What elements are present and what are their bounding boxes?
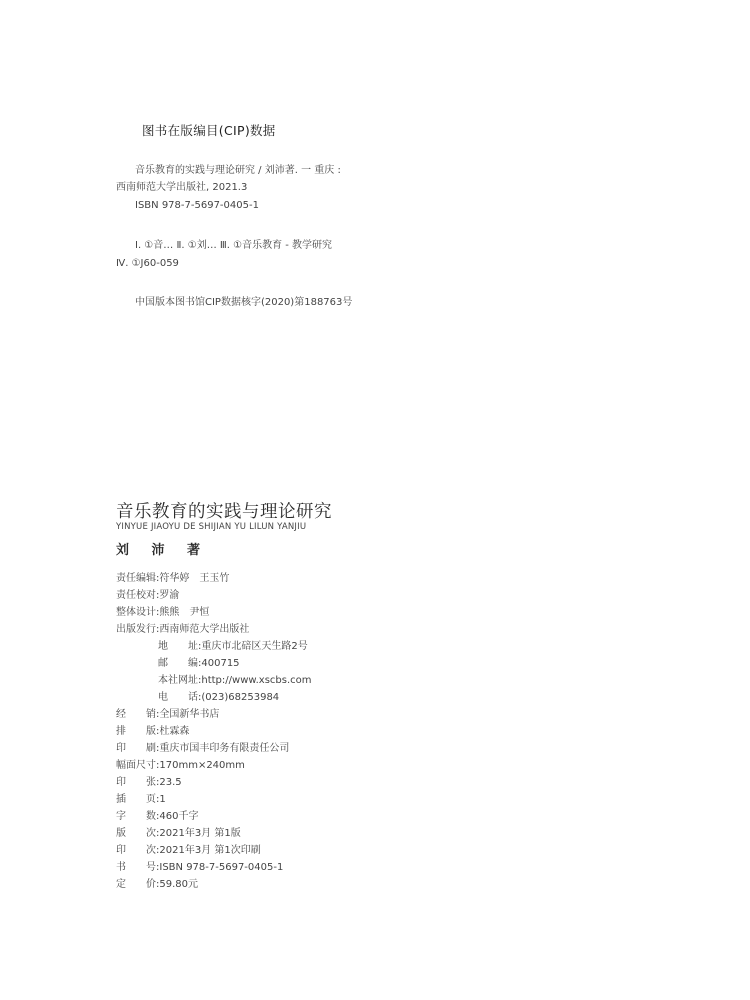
- credit-value: 全国新华书店: [159, 709, 220, 720]
- credit-address: [158, 641, 308, 653]
- cip-isbn-line: ISBN 978-7-5697-0405-1: [135, 200, 259, 211]
- credit-value: 熊熊 尹恒: [159, 607, 210, 618]
- cip-subject-line: Ⅰ. ①音… Ⅱ. ①刘… Ⅲ. ①音乐教育 - 教学研究: [135, 240, 333, 251]
- credit-label: 经 销:: [116, 709, 160, 720]
- credit-value: 重庆市国丰印务有限责任公司: [159, 743, 290, 754]
- credit-label: 插 页:: [116, 794, 160, 805]
- book-title: 音乐教育的实践与理论研究: [116, 502, 332, 522]
- credit-value: 符华婷 王玉竹: [159, 573, 230, 584]
- credit-postcode: [158, 658, 240, 670]
- credit-value: 罗渝: [159, 590, 180, 601]
- credit-sheets: [116, 777, 182, 789]
- credit-price: [116, 879, 198, 891]
- credit-plates: [116, 794, 166, 806]
- credit-label: 印 张:: [116, 777, 160, 788]
- credit-label: 整体设计:: [116, 607, 160, 618]
- credit-label: 版 次:: [116, 828, 160, 839]
- credit-value: 23.5: [159, 777, 182, 788]
- credit-value: 400715: [201, 658, 240, 669]
- credit-value: 西南师范大学出版社: [159, 624, 250, 635]
- credit-value: http://www.xscbs.com: [201, 675, 312, 686]
- credit-value: 170mm×240mm: [159, 760, 245, 771]
- credit-value: 杜霖森: [159, 726, 190, 737]
- credit-printing: [116, 845, 261, 857]
- credit-label: 印 刷:: [116, 743, 160, 754]
- cip-classification-line: Ⅳ. ①J60-059: [116, 258, 179, 269]
- credit-edition: [116, 828, 241, 840]
- cip-record-number: 中国版本图书馆CIP数据核字(2020)第188763号: [135, 297, 353, 308]
- credit-label: 定 价:: [116, 879, 160, 890]
- credit-printer: [116, 743, 289, 755]
- book-pinyin-title: YINYUE JIAOYU DE SHIJIAN YU LILUN YANJIU: [116, 522, 307, 532]
- credit-phone: [158, 692, 279, 704]
- credit-value: 2021年3月 第1版: [159, 828, 241, 839]
- credit-website: [158, 675, 312, 687]
- credit-label: 幅面尺寸:: [116, 760, 160, 771]
- cip-bibliographic-line: 音乐教育的实践与理论研究 / 刘沛著. 一 重庆 :: [135, 165, 341, 176]
- cip-publisher-line: 西南师范大学出版社, 2021.3: [116, 182, 248, 193]
- cip-title: 图书在版编目(CIP)数据: [142, 123, 276, 138]
- credit-label: 字 数:: [116, 811, 160, 822]
- credit-value: ISBN 978-7-5697-0405-1: [159, 862, 284, 873]
- credit-label: 书 号:: [116, 862, 160, 873]
- credit-isbn: [116, 862, 283, 874]
- credit-label: 电 话:: [158, 692, 202, 703]
- credit-value: 59.80元: [159, 879, 199, 890]
- credit-word-count: [116, 811, 198, 823]
- credit-label: 排 版:: [116, 726, 160, 737]
- credit-proofreader: [116, 590, 179, 602]
- credit-designer: [116, 607, 209, 619]
- credit-editor: [116, 573, 229, 585]
- credit-label: 邮 编:: [158, 658, 202, 669]
- book-author: 刘 沛 著: [116, 543, 210, 558]
- credit-value: 2021年3月 第1次印刷: [159, 845, 261, 856]
- credit-label: 出版发行:: [116, 624, 160, 635]
- credit-label: 印 次:: [116, 845, 160, 856]
- credit-value: 1: [159, 794, 166, 805]
- credit-distributor: [116, 709, 219, 721]
- credit-label: 责任编辑:: [116, 573, 160, 584]
- credit-format-size: [116, 760, 245, 772]
- credit-publisher: [116, 624, 249, 636]
- credit-label: 本社网址:: [158, 675, 202, 686]
- credit-value: 460千字: [159, 811, 199, 822]
- credit-typesetter: [116, 726, 189, 738]
- credit-label: 地 址:: [158, 641, 202, 652]
- credit-label: 责任校对:: [116, 590, 160, 601]
- credit-value: 重庆市北碚区天生路2号: [201, 641, 308, 652]
- credit-value: (023)68253984: [201, 692, 280, 703]
